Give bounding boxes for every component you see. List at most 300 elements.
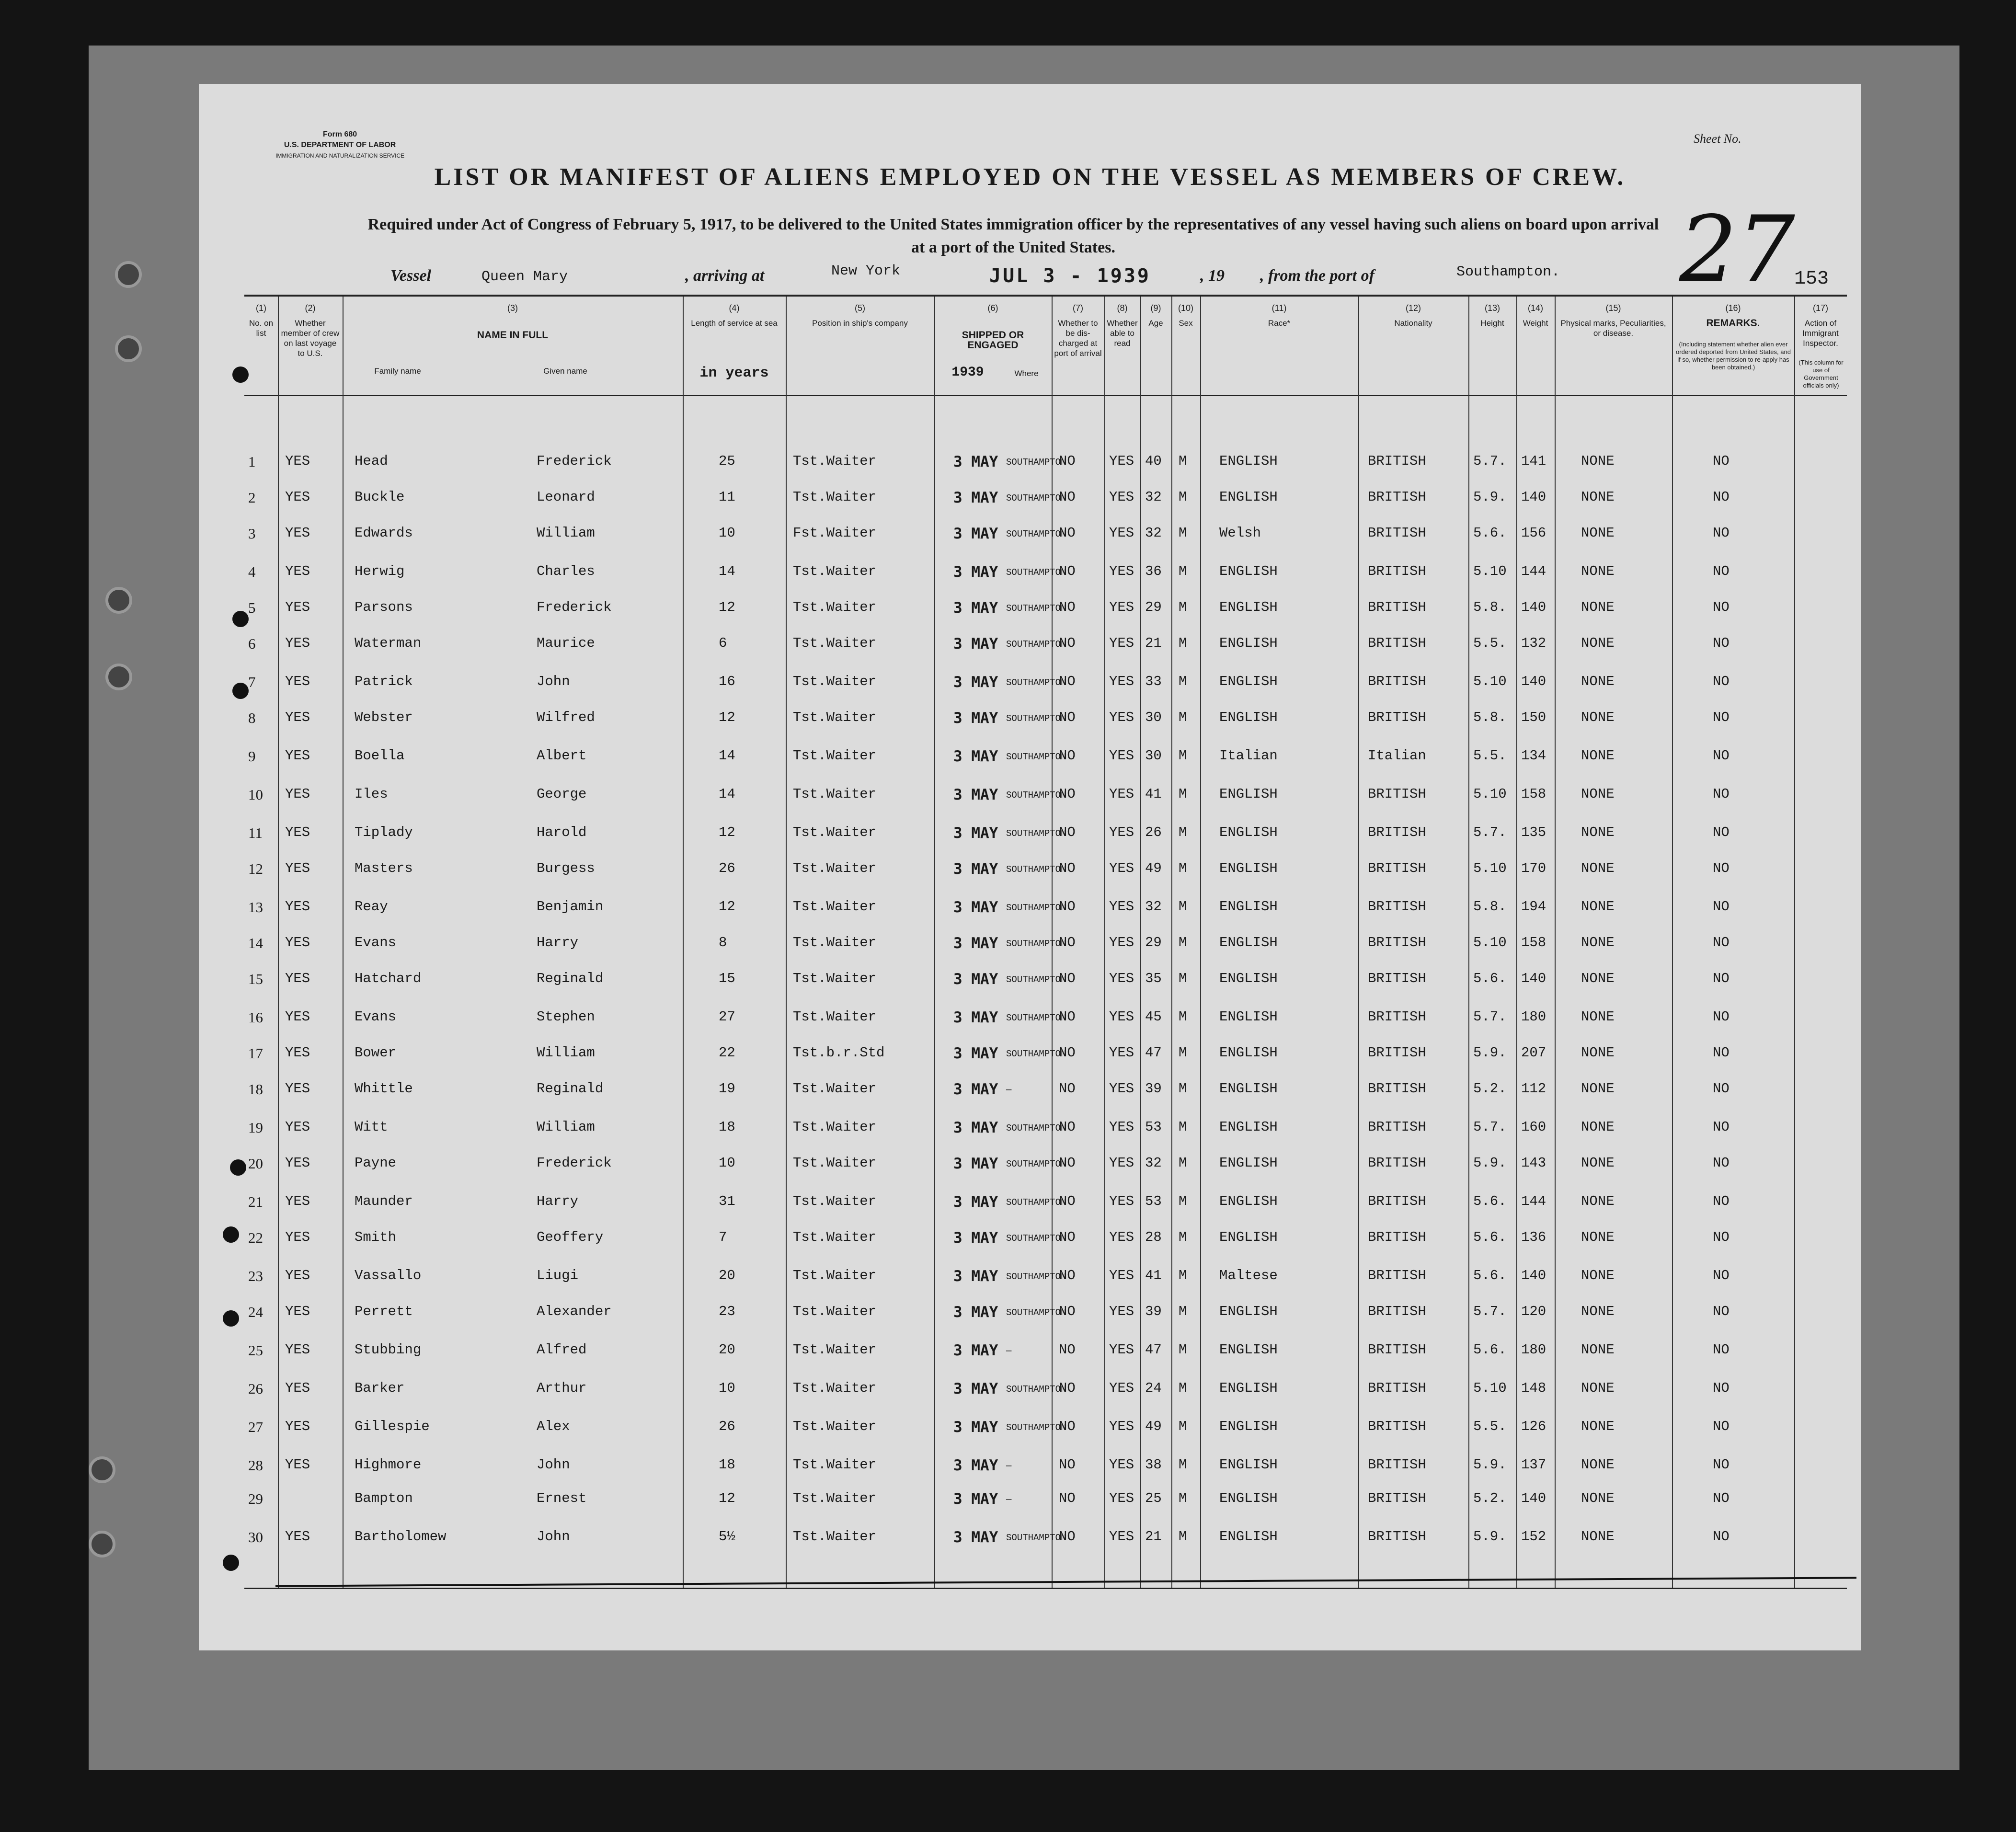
cell-nationality: BRITISH xyxy=(1368,563,1426,579)
cell-age: 41 xyxy=(1145,1268,1162,1283)
cell-given: Reginald xyxy=(537,1081,604,1097)
cell-marks: NONE xyxy=(1581,1193,1615,1209)
cell-no: 29 xyxy=(248,1490,263,1507)
cell-discharged: NO xyxy=(1059,1419,1076,1434)
cell-where: SOUTHAMPTON xyxy=(1006,828,1066,839)
cell-crew: YES xyxy=(285,1268,310,1283)
table-row xyxy=(244,776,1847,813)
cell-crew: YES xyxy=(285,1081,310,1097)
cell-age: 39 xyxy=(1145,1081,1162,1097)
cell-weight: 126 xyxy=(1521,1419,1546,1434)
cell-where: SOUTHAMPTON xyxy=(1006,713,1066,724)
cell-remarks: NO xyxy=(1713,748,1730,764)
cell-no: 24 xyxy=(248,1304,263,1320)
cell-given: William xyxy=(537,1119,595,1135)
cell-crew: YES xyxy=(285,635,310,651)
cell-age: 33 xyxy=(1145,674,1162,689)
cell-given: Alfred xyxy=(537,1342,587,1358)
table-row xyxy=(244,625,1847,662)
cell-where: SOUTHAMPTON xyxy=(1006,1271,1066,1282)
cell-years: 26 xyxy=(719,1419,735,1434)
cell-position: Tst.Waiter xyxy=(793,748,877,764)
cell-remarks: NO xyxy=(1713,1490,1730,1506)
cell-position: Tst.Waiter xyxy=(793,674,877,689)
cell-remarks: NO xyxy=(1713,824,1730,840)
departure-port: Southampton. xyxy=(1456,264,1560,280)
cell-remarks: NO xyxy=(1713,1342,1730,1358)
cell-nationality: BRITISH xyxy=(1368,453,1426,469)
cell-no: 8 xyxy=(248,710,256,726)
column-header: Age xyxy=(1148,319,1163,328)
cell-remarks: NO xyxy=(1713,710,1730,725)
cell-remarks: NO xyxy=(1713,786,1730,802)
cell-remarks: NO xyxy=(1713,489,1730,505)
cell-discharged: NO xyxy=(1059,1119,1076,1135)
cell-crew: YES xyxy=(285,786,310,802)
cell-crew: YES xyxy=(285,824,310,840)
cell-crew: YES xyxy=(285,1009,310,1025)
cell-date: 3 MAY xyxy=(953,860,998,878)
cell-weight: 158 xyxy=(1521,786,1546,802)
year-header: 1939 xyxy=(951,365,984,380)
table-row xyxy=(244,1183,1847,1220)
cell-remarks: NO xyxy=(1713,1268,1730,1283)
punch-dot xyxy=(223,1555,239,1571)
cell-nationality: BRITISH xyxy=(1368,1081,1426,1097)
cell-where: — xyxy=(1006,1461,1012,1471)
column-header: Race* xyxy=(1268,319,1291,328)
cell-family: Parsons xyxy=(355,599,413,615)
cell-race: ENGLISH xyxy=(1219,489,1278,505)
arrival-port: New York xyxy=(831,263,901,279)
cell-given: Stephen xyxy=(537,1009,595,1025)
column-number: (16) xyxy=(1725,303,1741,313)
cell-marks: NONE xyxy=(1581,635,1615,651)
action-note: (This column for use of Government officials only) xyxy=(1798,359,1844,389)
cell-discharged: NO xyxy=(1059,563,1076,579)
cell-nationality: BRITISH xyxy=(1368,971,1426,986)
cell-no: 10 xyxy=(248,786,263,803)
cell-date: 3 MAY xyxy=(953,1155,998,1172)
cell-race: ENGLISH xyxy=(1219,674,1278,689)
column-header: Whether to be dis-charged at port of arrival xyxy=(1054,319,1102,358)
cell-race: ENGLISH xyxy=(1219,1081,1278,1097)
cell-height: 5.7. xyxy=(1473,1119,1507,1135)
cell-age: 47 xyxy=(1145,1342,1162,1358)
cell-nationality: BRITISH xyxy=(1368,1193,1426,1209)
cell-position: Tst.Waiter xyxy=(793,1155,877,1171)
cell-family: Iles xyxy=(355,786,388,802)
column-number: (4) xyxy=(729,303,740,313)
cell-where: SOUTHAMPTON xyxy=(1006,1533,1066,1543)
cell-weight: 134 xyxy=(1521,748,1546,764)
cell-read: YES xyxy=(1109,1457,1134,1473)
cell-position: Tst.Waiter xyxy=(793,935,877,950)
cell-age: 39 xyxy=(1145,1304,1162,1319)
cell-remarks: NO xyxy=(1713,1380,1730,1396)
cell-sex: M xyxy=(1179,635,1187,651)
cell-height: 5.7. xyxy=(1473,824,1507,840)
cell-where: SOUTHAMPTON xyxy=(1006,752,1066,762)
cell-discharged: NO xyxy=(1059,971,1076,986)
cell-years: 20 xyxy=(719,1342,735,1358)
cell-years: 14 xyxy=(719,748,735,764)
cell-read: YES xyxy=(1109,899,1134,915)
cell-no: 30 xyxy=(248,1529,263,1546)
cell-given: Maurice xyxy=(537,635,595,651)
table-row xyxy=(244,1480,1847,1517)
cell-sex: M xyxy=(1179,525,1187,541)
cell-crew: YES xyxy=(285,1193,310,1209)
cell-discharged: NO xyxy=(1059,453,1076,469)
cell-height: 5.2. xyxy=(1473,1490,1507,1506)
column-header: Sex xyxy=(1179,319,1193,328)
page-subtitle: Required under Act of Congress of February 5, 1917, to be delivered to the United States immigration officer by the representatives of any vessel having such aliens on board upon arrival at a port of the United States. xyxy=(367,216,1659,256)
cell-position: Tst.Waiter xyxy=(793,1457,877,1473)
cell-height: 5.9. xyxy=(1473,489,1507,505)
page-title: LIST OR MANIFEST OF ALIENS EMPLOYED ON THE VESSEL AS MEMBERS OF CREW. xyxy=(434,163,1626,191)
cell-family: Payne xyxy=(355,1155,397,1171)
cell-discharged: NO xyxy=(1059,899,1076,915)
cell-age: 53 xyxy=(1145,1119,1162,1135)
column-number: (7) xyxy=(1073,303,1083,313)
cell-crew: YES xyxy=(285,1380,310,1396)
cell-read: YES xyxy=(1109,1342,1134,1358)
table-row xyxy=(244,1034,1847,1072)
cell-read: YES xyxy=(1109,1529,1134,1545)
cell-height: 5.9. xyxy=(1473,1045,1507,1061)
cell-age: 35 xyxy=(1145,971,1162,986)
cell-position: Tst.Waiter xyxy=(793,1380,877,1396)
cell-family: Bower xyxy=(355,1045,397,1061)
cell-discharged: NO xyxy=(1059,1268,1076,1283)
cell-date: 3 MAY xyxy=(953,525,998,542)
column-header: Length of service at sea xyxy=(691,319,778,328)
column-number: (15) xyxy=(1605,303,1621,313)
cell-height: 5.9. xyxy=(1473,1457,1507,1473)
cell-where: SOUTHAMPTON xyxy=(1006,1233,1066,1244)
cell-position: Tst.Waiter xyxy=(793,1268,877,1283)
cell-read: YES xyxy=(1109,748,1134,764)
cell-no: 7 xyxy=(248,674,256,690)
remarks-note: (Including statement whether alien ever ordered deported from United States, and if so, whether permission to re-apply has been obtained.) xyxy=(1676,341,1791,371)
cell-marks: NONE xyxy=(1581,1009,1615,1025)
cell-race: ENGLISH xyxy=(1219,824,1278,840)
cell-marks: NONE xyxy=(1581,935,1615,950)
column-number: (12) xyxy=(1405,303,1421,313)
cell-nationality: BRITISH xyxy=(1368,710,1426,725)
cell-height: 5.10 xyxy=(1473,1380,1507,1396)
cell-position: Tst.Waiter xyxy=(793,599,877,615)
cell-date: 3 MAY xyxy=(953,748,998,765)
cell-family: Buckle xyxy=(355,489,405,505)
cell-read: YES xyxy=(1109,1081,1134,1097)
punch-dot xyxy=(223,1310,239,1327)
table-row xyxy=(244,1109,1847,1146)
cell-years: 16 xyxy=(719,674,735,689)
binding-hole xyxy=(115,261,142,288)
cell-no: 21 xyxy=(248,1193,263,1210)
cell-crew: YES xyxy=(285,1119,310,1135)
cell-sex: M xyxy=(1179,453,1187,469)
table-row xyxy=(244,1070,1847,1108)
cell-remarks: NO xyxy=(1713,525,1730,541)
cell-years: 10 xyxy=(719,1155,735,1171)
cell-sex: M xyxy=(1179,860,1187,876)
cell-given: John xyxy=(537,674,570,689)
family-name-header: Family name xyxy=(374,366,421,376)
cell-discharged: NO xyxy=(1059,1304,1076,1319)
form-number: Form 680 xyxy=(323,130,357,138)
cell-sex: M xyxy=(1179,1380,1187,1396)
cell-discharged: NO xyxy=(1059,1193,1076,1209)
cell-nationality: BRITISH xyxy=(1368,1304,1426,1319)
cell-weight: 160 xyxy=(1521,1119,1546,1135)
cell-age: 30 xyxy=(1145,710,1162,725)
cell-crew: YES xyxy=(285,563,310,579)
cell-years: 10 xyxy=(719,1380,735,1396)
table-row xyxy=(244,1370,1847,1407)
column-number: (3) xyxy=(507,303,518,313)
cell-race: ENGLISH xyxy=(1219,1155,1278,1171)
cell-marks: NONE xyxy=(1581,786,1615,802)
cell-marks: NONE xyxy=(1581,1342,1615,1358)
cell-date: 3 MAY xyxy=(953,824,998,842)
cell-sex: M xyxy=(1179,674,1187,689)
cell-discharged: NO xyxy=(1059,1490,1076,1506)
cell-height: 5.6. xyxy=(1473,525,1507,541)
cell-sex: M xyxy=(1179,1193,1187,1209)
cell-height: 5.6. xyxy=(1473,1268,1507,1283)
cell-crew: YES xyxy=(285,1457,310,1473)
cell-no: 3 xyxy=(248,525,256,542)
cell-given: Geoffery xyxy=(537,1229,604,1245)
cell-read: YES xyxy=(1109,453,1134,469)
cell-family: Perrett xyxy=(355,1304,413,1319)
cell-crew: YES xyxy=(285,1419,310,1434)
years-header: in years xyxy=(699,365,769,381)
cell-date: 3 MAY xyxy=(953,1268,998,1285)
cell-no: 27 xyxy=(248,1419,263,1435)
cell-years: 12 xyxy=(719,599,735,615)
cell-where: SOUTHAMPTON xyxy=(1006,790,1066,801)
cell-height: 5.10 xyxy=(1473,860,1507,876)
cell-remarks: NO xyxy=(1713,1419,1730,1434)
cell-height: 5.7. xyxy=(1473,453,1507,469)
cell-read: YES xyxy=(1109,1193,1134,1209)
cell-discharged: NO xyxy=(1059,1229,1076,1245)
cell-nationality: BRITISH xyxy=(1368,489,1426,505)
table-row xyxy=(244,515,1847,552)
cell-family: Bampton xyxy=(355,1490,413,1506)
cell-race: Maltese xyxy=(1219,1268,1278,1283)
cell-date: 3 MAY xyxy=(953,1081,998,1098)
handwritten-sheet-number: 27 xyxy=(1679,196,1795,302)
cell-family: Herwig xyxy=(355,563,405,579)
cell-family: Evans xyxy=(355,1009,397,1025)
given-name-header: Given name xyxy=(543,366,587,376)
cell-where: — xyxy=(1006,1346,1012,1356)
manifest-table xyxy=(244,295,1847,1589)
cell-sex: M xyxy=(1179,1419,1187,1434)
cell-race: ENGLISH xyxy=(1219,1304,1278,1319)
cell-position: Tst.Waiter xyxy=(793,1193,877,1209)
punch-dot xyxy=(230,1159,246,1176)
cell-weight: 152 xyxy=(1521,1529,1546,1545)
cell-date: 3 MAY xyxy=(953,1045,998,1062)
cell-remarks: NO xyxy=(1713,1304,1730,1319)
cell-read: YES xyxy=(1109,1419,1134,1434)
arrival-date-stamp: JUL 3 - 1939 xyxy=(989,265,1151,287)
cell-date: 3 MAY xyxy=(953,710,998,727)
cell-remarks: NO xyxy=(1713,1045,1730,1061)
cell-remarks: NO xyxy=(1713,1529,1730,1545)
cell-sex: M xyxy=(1179,935,1187,950)
binding-hole xyxy=(89,1531,115,1557)
cell-nationality: BRITISH xyxy=(1368,1268,1426,1283)
cell-given: Frederick xyxy=(537,1155,612,1171)
cell-date: 3 MAY xyxy=(953,1529,998,1546)
cell-given: William xyxy=(537,525,595,541)
column-number: (9) xyxy=(1150,303,1161,313)
cell-given: Harry xyxy=(537,1193,579,1209)
cell-family: Patrick xyxy=(355,674,413,689)
cell-age: 28 xyxy=(1145,1229,1162,1245)
cell-given: Frederick xyxy=(537,599,612,615)
cell-discharged: NO xyxy=(1059,1457,1076,1473)
cell-position: Tst.b.r.Std xyxy=(793,1045,885,1061)
cell-crew: YES xyxy=(285,1155,310,1171)
cell-no: 18 xyxy=(248,1081,263,1098)
cell-race: ENGLISH xyxy=(1219,1009,1278,1025)
cell-sex: M xyxy=(1179,599,1187,615)
cell-crew: YES xyxy=(285,525,310,541)
cell-position: Tst.Waiter xyxy=(793,1009,877,1025)
cell-remarks: NO xyxy=(1713,1155,1730,1171)
cell-weight: 140 xyxy=(1521,489,1546,505)
cell-read: YES xyxy=(1109,1155,1134,1171)
cell-race: ENGLISH xyxy=(1219,935,1278,950)
cell-height: 5.8. xyxy=(1473,599,1507,615)
cell-weight: 143 xyxy=(1521,1155,1546,1171)
cell-nationality: Italian xyxy=(1368,748,1426,764)
cell-date: 3 MAY xyxy=(953,935,998,952)
cell-race: Welsh xyxy=(1219,525,1261,541)
cell-given: Harry xyxy=(537,935,579,950)
cell-date: 3 MAY xyxy=(953,1419,998,1436)
cell-position: Tst.Waiter xyxy=(793,563,877,579)
cell-years: 10 xyxy=(719,525,735,541)
cell-height: 5.7. xyxy=(1473,1304,1507,1319)
cell-discharged: NO xyxy=(1059,748,1076,764)
cell-remarks: NO xyxy=(1713,1457,1730,1473)
cell-family: Vassallo xyxy=(355,1268,422,1283)
cell-sex: M xyxy=(1179,1081,1187,1097)
cell-weight: 137 xyxy=(1521,1457,1546,1473)
cell-nationality: BRITISH xyxy=(1368,1155,1426,1171)
from-port-label: , from the port of xyxy=(1260,267,1375,285)
cell-marks: NONE xyxy=(1581,525,1615,541)
cell-age: 32 xyxy=(1145,489,1162,505)
cell-marks: NONE xyxy=(1581,1419,1615,1434)
cell-discharged: NO xyxy=(1059,599,1076,615)
cell-discharged: NO xyxy=(1059,935,1076,950)
cell-race: ENGLISH xyxy=(1219,1229,1278,1245)
cell-weight: 158 xyxy=(1521,935,1546,950)
cell-position: Tst.Waiter xyxy=(793,1490,877,1506)
cell-sex: M xyxy=(1179,1045,1187,1061)
cell-given: Reginald xyxy=(537,971,604,986)
cell-position: Tst.Waiter xyxy=(793,860,877,876)
cell-read: YES xyxy=(1109,1380,1134,1396)
cell-position: Tst.Waiter xyxy=(793,899,877,915)
cell-nationality: BRITISH xyxy=(1368,1529,1426,1545)
cell-position: Tst.Waiter xyxy=(793,635,877,651)
cell-read: YES xyxy=(1109,1304,1134,1319)
table-row xyxy=(244,1219,1847,1256)
cell-race: ENGLISH xyxy=(1219,1193,1278,1209)
cell-date: 3 MAY xyxy=(953,1119,998,1136)
cell-given: Albert xyxy=(537,748,587,764)
cell-no: 4 xyxy=(248,563,256,580)
cell-where: SOUTHAMPTON xyxy=(1006,939,1066,949)
cell-family: Witt xyxy=(355,1119,388,1135)
cell-where: SOUTHAMPTON xyxy=(1006,1307,1066,1318)
cell-read: YES xyxy=(1109,710,1134,725)
cell-years: 31 xyxy=(719,1193,735,1209)
manifest-sheet xyxy=(199,84,1861,1650)
cell-family: Evans xyxy=(355,935,397,950)
cell-date: 3 MAY xyxy=(953,1193,998,1211)
cell-position: Tst.Waiter xyxy=(793,453,877,469)
cell-sex: M xyxy=(1179,1229,1187,1245)
cell-crew: YES xyxy=(285,1229,310,1245)
cell-date: 3 MAY xyxy=(953,1229,998,1247)
cell-height: 5.7. xyxy=(1473,1009,1507,1025)
cell-crew: YES xyxy=(285,710,310,725)
vessel-line xyxy=(199,261,1861,295)
cell-age: 26 xyxy=(1145,824,1162,840)
cell-family: Barker xyxy=(355,1380,405,1396)
cell-sex: M xyxy=(1179,971,1187,986)
cell-crew: YES xyxy=(285,1304,310,1319)
cell-race: ENGLISH xyxy=(1219,1419,1278,1434)
cell-no: 17 xyxy=(248,1045,263,1062)
cell-nationality: BRITISH xyxy=(1368,1229,1426,1245)
cell-read: YES xyxy=(1109,971,1134,986)
cell-age: 32 xyxy=(1145,899,1162,915)
cell-race: Italian xyxy=(1219,748,1278,764)
where-header: Where xyxy=(1014,369,1039,378)
cell-remarks: NO xyxy=(1713,1009,1730,1025)
cell-marks: NONE xyxy=(1581,1529,1615,1545)
cell-weight: 194 xyxy=(1521,899,1546,915)
cell-years: 18 xyxy=(719,1457,735,1473)
cell-years: 12 xyxy=(719,824,735,840)
cell-sex: M xyxy=(1179,824,1187,840)
cell-crew: YES xyxy=(285,971,310,986)
cell-years: 12 xyxy=(719,710,735,725)
cell-discharged: NO xyxy=(1059,635,1076,651)
cell-given: Harold xyxy=(537,824,587,840)
cell-height: 5.8. xyxy=(1473,710,1507,725)
column-number: (1) xyxy=(256,303,266,313)
table-row xyxy=(244,1408,1847,1445)
column-header: NAME IN FULL xyxy=(477,330,549,341)
cell-height: 5.10 xyxy=(1473,674,1507,689)
cell-race: ENGLISH xyxy=(1219,599,1278,615)
cell-date: 3 MAY xyxy=(953,971,998,988)
